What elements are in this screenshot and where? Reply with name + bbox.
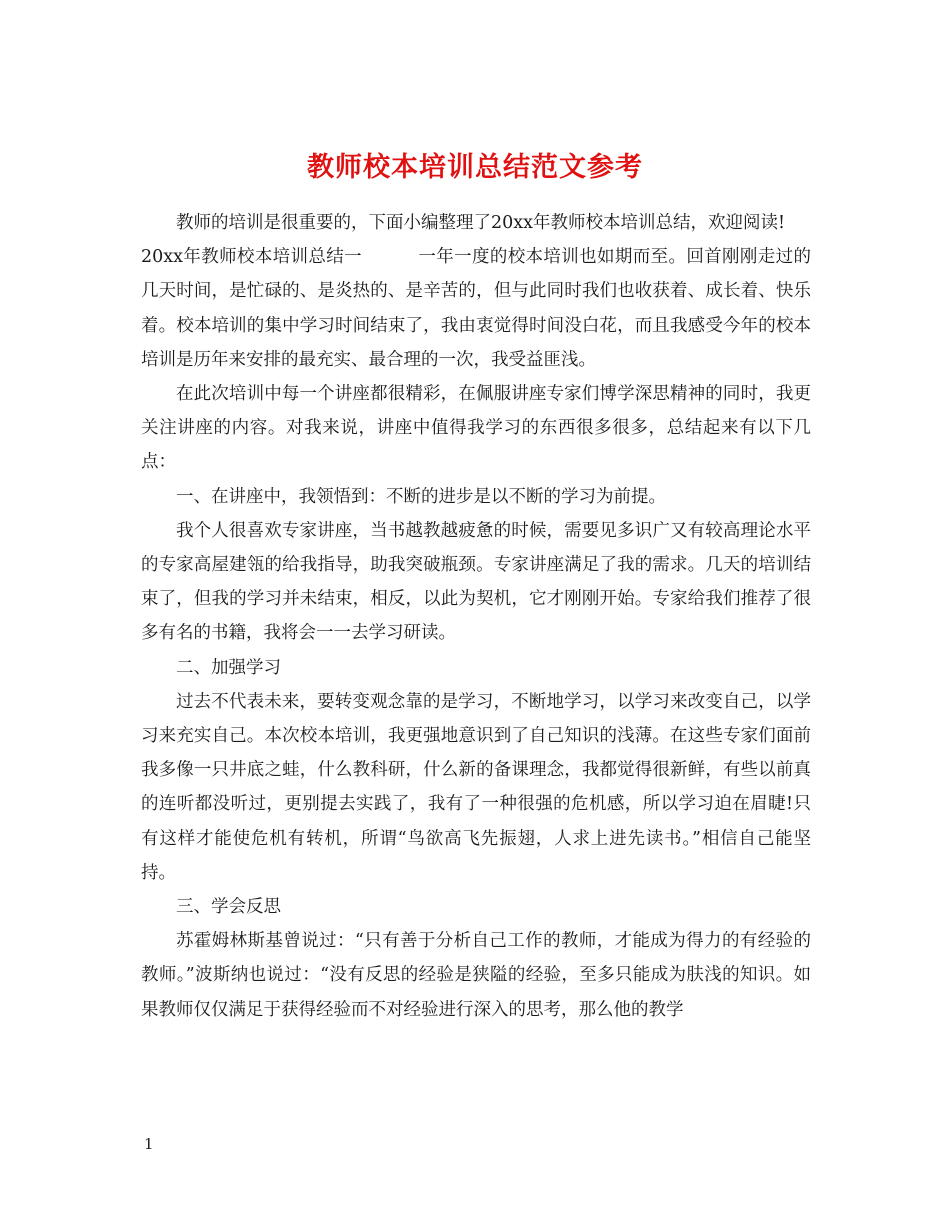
document-title: 教师校本培训总结范文参考 xyxy=(307,152,643,184)
section-lead-text: 一年一度的校本培训也如期而至。回首刚刚走过的几天时间，是忙碌的、是炎热的、是辛苦的，但与此同时我们也收获着、成长着、快乐着。校本培训的集中学习时间结束了，我由衷觉得时间没白花，而且我感受今年的校本培训是历年来安排的最充实、最合理的一次，我受益匪浅。 xyxy=(141,247,812,370)
paragraph: 过去不代表未来，要转变观念靠的是学习，不断地学习，以学习来改变自己，以学习来充实自己。本次校本培训，我更强地意识到了自己知识的浅薄。在这些专家们面前我多像一只井底之蛙，什么教科研，什么新的备课理念，我都觉得很新鲜，有些以前真的连听都没听过，更别提去实践了，我有了一种很强的危机感，所以学习迫在眉睫!只有这样才能使危机有转机，所谓“鸟欲高飞先振翅，人求上进先读书。”相信自己能坚持。 xyxy=(141,691,811,883)
section-heading: 20xx年教师校本培训总结一 xyxy=(141,247,363,268)
intro-paragraph: 教师的培训是很重要的，下面小编整理了20xx年教师校本培训总结，欢迎阅读! xyxy=(176,213,786,233)
point-heading-one: 一、在讲座中，我领悟到：不断的进步是以不断的学习为前提。 xyxy=(176,486,666,507)
paragraph: 苏霍姆林斯基曾说过：“只有善于分析自己工作的教师，才能成为得力的有经验的教师。”波斯纳也说过：“没有反思的经验是狭隘的经验，至多只能成为肤浅的知识。如果教师仅仅满足于获得经验而不对经验进行深入的思考，那么他的教学 xyxy=(141,931,811,1020)
section-one-paragraph xyxy=(141,240,811,377)
document-body xyxy=(141,206,811,1027)
paragraph: 在此次培训中每一个讲座都很精彩，在佩服讲座专家们博学深思精神的同时，我更关注讲座的内容。对我来说，讲座中值得我学习的东西很多很多，总结起来有以下几点： xyxy=(141,384,811,473)
point-heading-three: 三、学会反思 xyxy=(176,897,281,918)
paragraph: 我个人很喜欢专家讲座，当书越教越疲惫的时候，需要见多识广又有较高理论水平的专家高屋建瓴的给我指导，助我突破瓶颈。专家讲座满足了我的需求。几天的培训结束了，但我的学习并未结束，相反，以此为契机，它才刚刚开始。专家给我们推荐了很多有名的书籍，我将会一一去学习研读。 xyxy=(141,520,811,644)
point-heading-two: 二、加强学习 xyxy=(176,657,281,678)
page-number: 1 xyxy=(144,1135,154,1153)
